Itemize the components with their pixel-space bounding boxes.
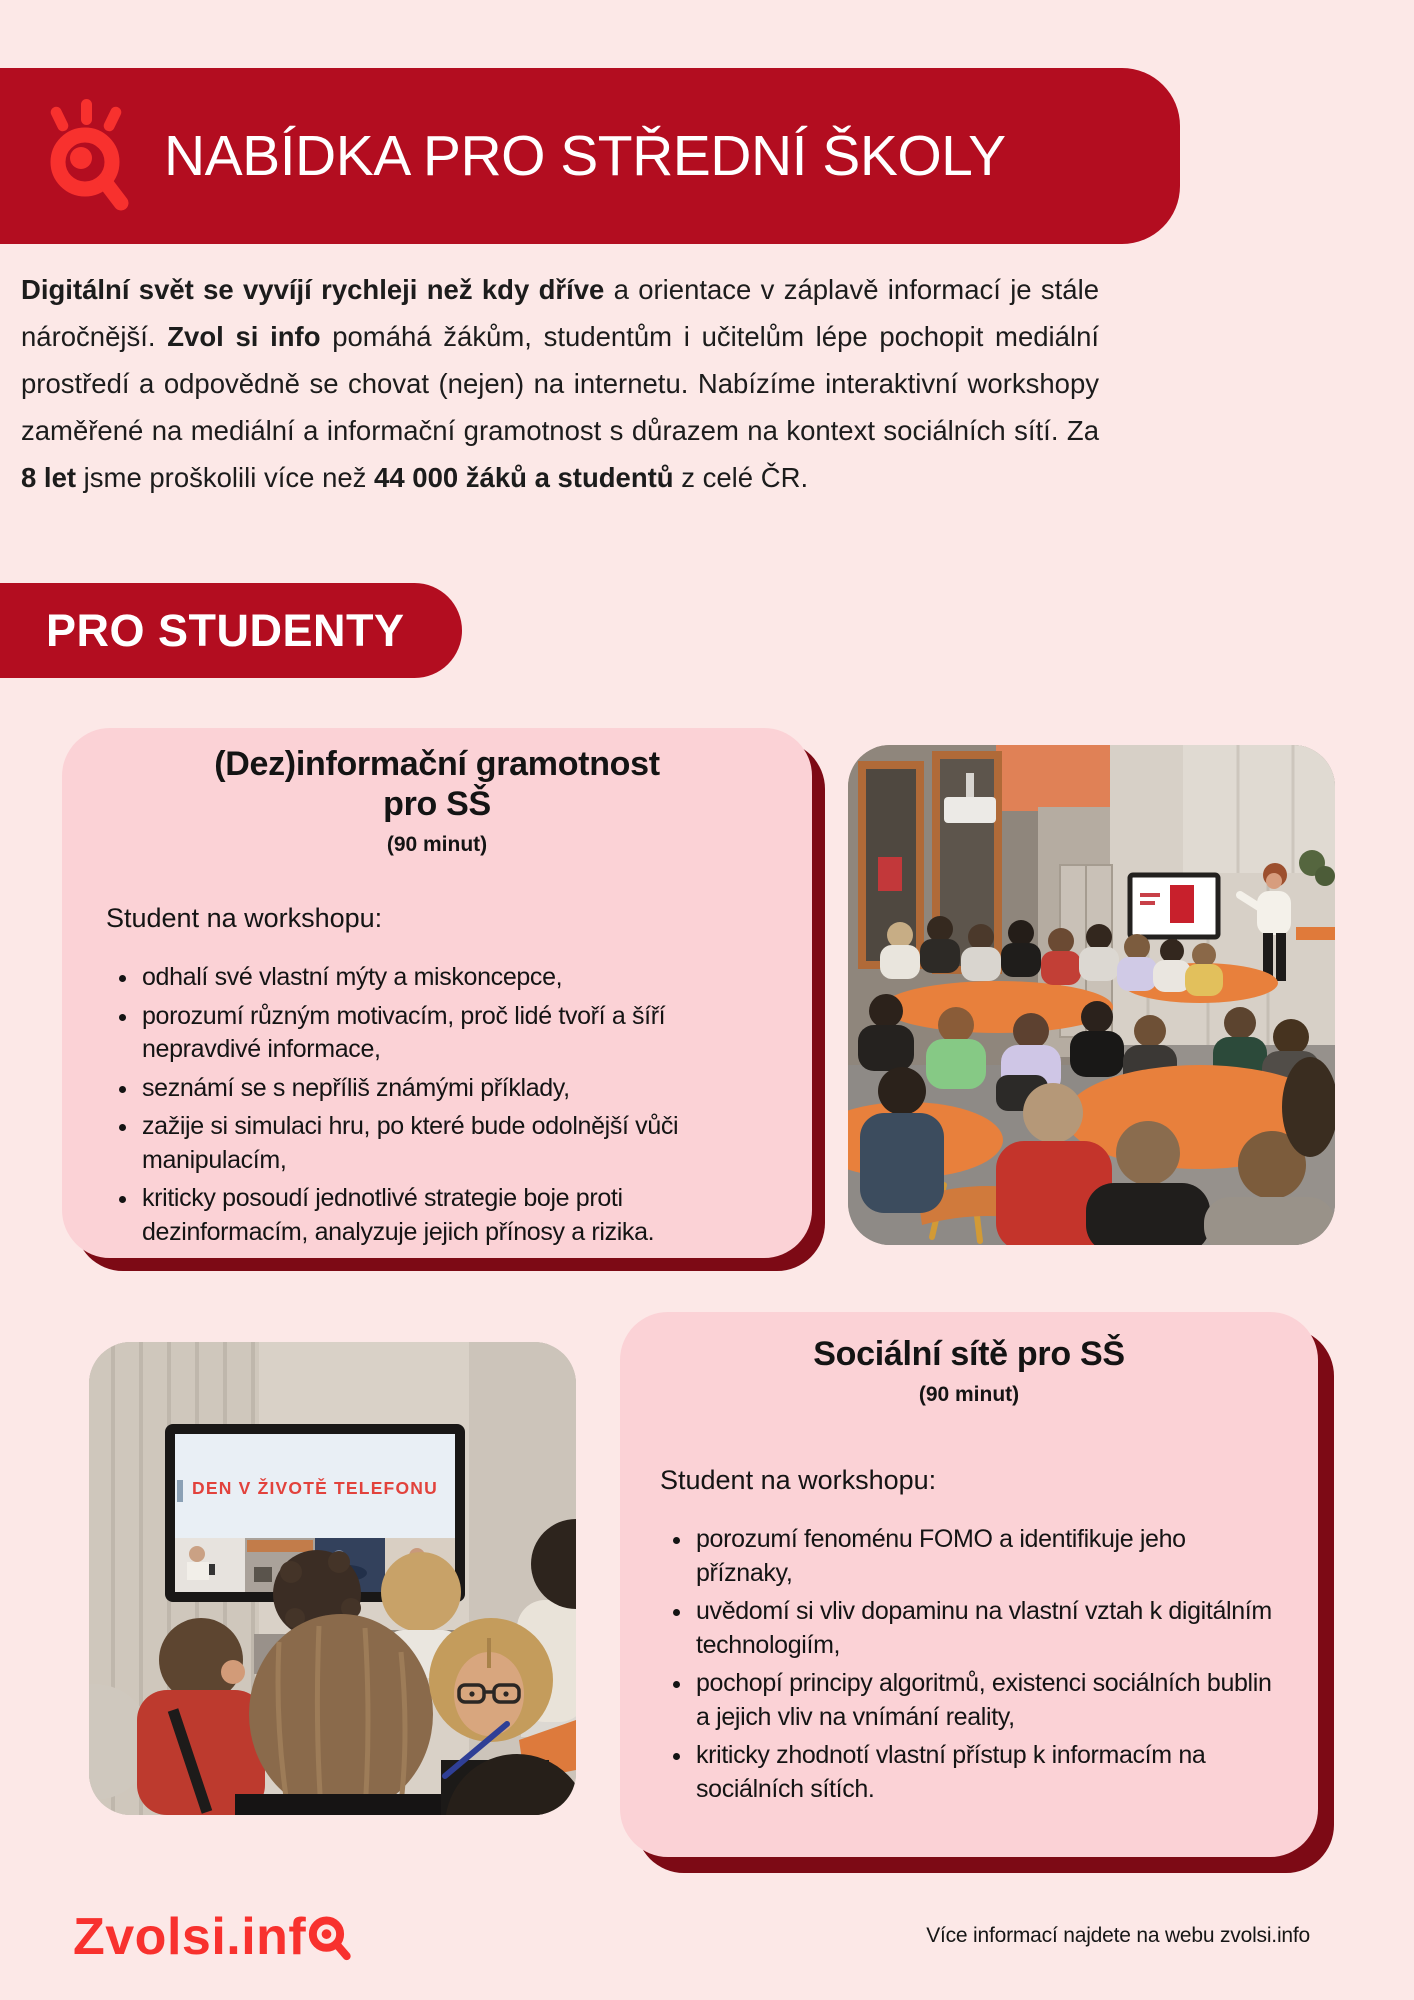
workshop-card-dezinformacni-gramotnost [62, 728, 812, 1258]
section-badge-label: PRO STUDENTY [46, 604, 405, 656]
tv-presentation-illustration [89, 1342, 576, 1815]
bullet-item: • uvědomí si vliv dopaminu na vlastní vztah k digitálním technologiím, [694, 1595, 1278, 1662]
classroom-workshop-photo [848, 745, 1335, 1245]
workshop-card-socialni-site [620, 1312, 1318, 1857]
intro-text: z celé ČR. [673, 462, 809, 493]
intro-text: jsme proškolili více než [76, 462, 375, 493]
bullet-item: • kriticky posoudí jednotlivé strategie boje proti dezinformacím, analyzuje jejich přínosy a rizika. [140, 1182, 768, 1249]
bullet-item: • seznámí se s nepříliš známými příklady, [140, 1072, 768, 1106]
projector [944, 797, 996, 823]
card-title [660, 1334, 1278, 1374]
intro-bold-text: 44 000 žáků a studentů [374, 462, 674, 493]
section-badge-pro-studenty [0, 583, 462, 678]
bullet-item: • kriticky zhodnotí vlastní přístup k informacím na sociálních sítích. [694, 1739, 1278, 1806]
bullet-item: • zažije si simulaci hru, po které bude odolnější vůči manipulacím, [140, 1110, 768, 1177]
classroom-illustration [848, 745, 1335, 1245]
slide-title-text: DEN V ŽIVOTĚ TELEFONU [192, 1478, 438, 1498]
card-title [106, 744, 768, 824]
card-lead: Student na workshopu: [106, 903, 383, 933]
page-title: NABÍDKA PRO STŘEDNÍ ŠKOLY [164, 124, 1006, 188]
intro-bold-text: Zvol si info [167, 321, 321, 352]
card-title-line1: Sociální sítě pro SŠ [813, 1335, 1125, 1373]
card-lead: Student na workshopu: [660, 1465, 937, 1495]
bullet-item: • porozumí různým motivacím, proč lidé tvoří a šíří nepravdivé informace, [140, 1000, 768, 1067]
card-title-line2: pro SŠ [383, 785, 491, 823]
tv-presentation-photo [89, 1342, 576, 1815]
zvolsi-eye-magnifier-icon [40, 97, 132, 215]
bullet-item: • odhalí své vlastní mýty a miskoncepce, [140, 961, 768, 995]
bullet-item: • pochopí principy algoritmů, existenci sociálních bublin a jejich vliv na vnímání reality, [694, 1667, 1278, 1734]
intro-text: pomáhá žákům, studentům i učitelům lépe pochopit mediální prostředí a odpovědně se chovat (nejen) na internetu. Nabízíme interaktivní workshopy zaměřené na mediální a informační gramotnost s důrazem na kontext sociálních sítí. Za [21, 321, 1100, 446]
intro-bold-text: Digitální svět se vyvíjí rychleji než kdy dříve [21, 274, 605, 305]
bullet-list [660, 1523, 1278, 1806]
footer-note: Více informací najdete na webu zvolsi.info [926, 1924, 1310, 1947]
card-duration: (90 minut) [918, 1383, 1020, 1406]
header-banner [0, 68, 1180, 244]
intro-text: a orientace v záplavě informací je stále náročnější. [21, 274, 1099, 352]
logo-text: Zvolsi.inf [73, 1908, 307, 1966]
zvolsi-info-logo [73, 1907, 352, 1966]
bullet-item: • porozumí fenoménu FOMO a identifikuje jeho příznaky, [694, 1523, 1278, 1590]
card-duration: (90 minut) [386, 833, 488, 856]
intro-paragraph [21, 266, 1099, 501]
magnifier-o-icon [308, 1907, 352, 1963]
card-title-line1: (Dez)informační gramotnost [214, 745, 660, 783]
intro-bold-text: 8 let [21, 462, 77, 493]
bullet-list [106, 961, 768, 1249]
